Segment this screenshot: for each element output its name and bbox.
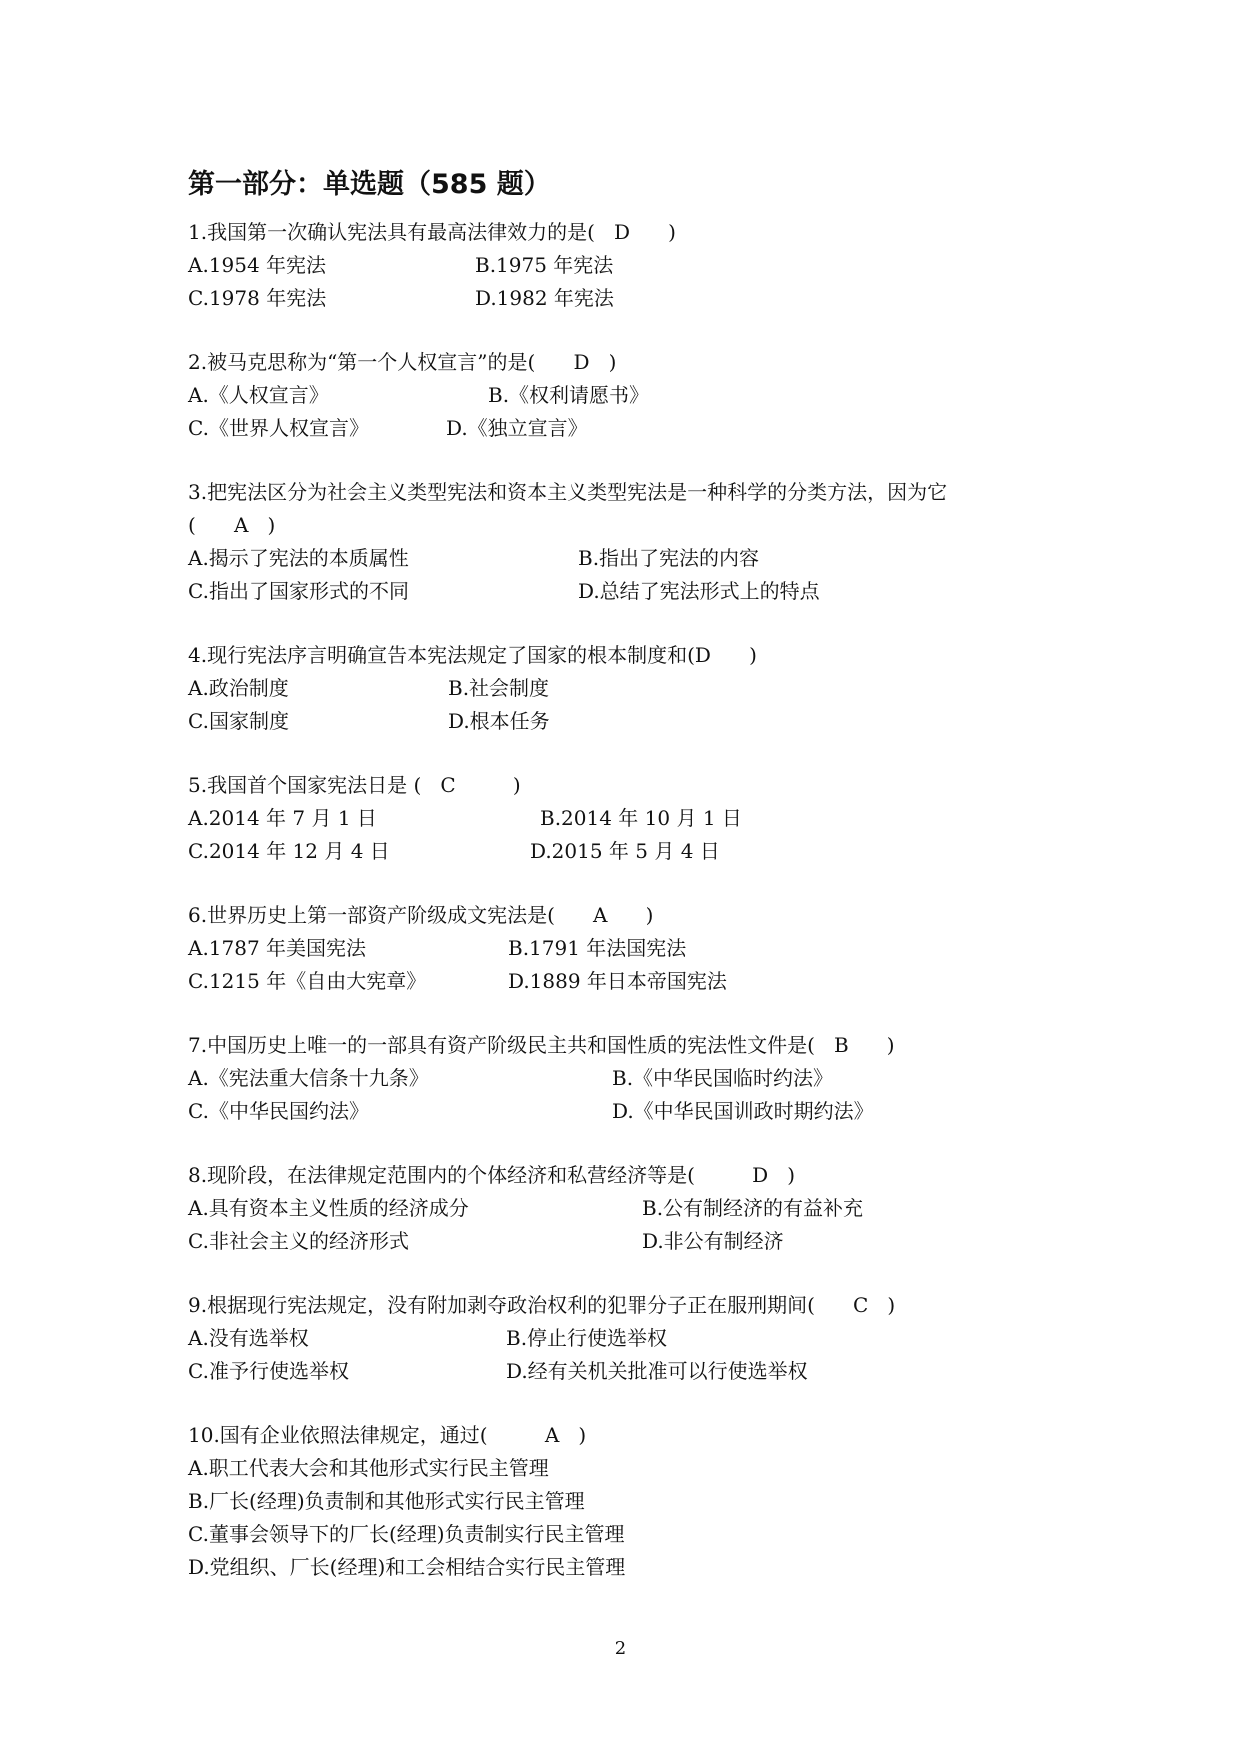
option-c: C.1215 年《自由大宪章》 xyxy=(188,969,427,993)
question-9 xyxy=(188,1289,1068,1388)
option-d: D.1982 年宪法 xyxy=(475,286,614,310)
option-c: C.《世界人权宣言》 xyxy=(188,416,369,440)
option-a: A.揭示了宪法的本质属性 xyxy=(188,546,409,570)
option-a: A.职工代表大会和其他形式实行民主管理 xyxy=(188,1456,549,1480)
option-d: D.2015 年 5 月 4 日 xyxy=(530,839,720,863)
option-a: A.2014 年 7 月 1 日 xyxy=(188,806,377,830)
question-stem: 10.国有企业依照法律规定，通过( A ) xyxy=(188,1423,587,1447)
option-a: A.1954 年宪法 xyxy=(188,253,327,277)
question-7 xyxy=(188,1029,1068,1128)
question-stem: 2.被马克思称为“第一个人权宣言”的是( D ) xyxy=(188,350,617,374)
option-b: B.公有制经济的有益补充 xyxy=(642,1196,864,1220)
section-title: 第一部分：单选题（585 题） xyxy=(188,169,551,200)
question-5 xyxy=(188,769,1068,868)
option-d: D.党组织、厂长(经理)和工会相结合实行民主管理 xyxy=(188,1555,626,1579)
option-c: C.2014 年 12 月 4 日 xyxy=(188,839,390,863)
option-c: C.准予行使选举权 xyxy=(188,1359,349,1383)
option-b: B.2014 年 10 月 1 日 xyxy=(540,806,742,830)
option-b: B.停止行使选举权 xyxy=(506,1326,668,1350)
question-stem: 9.根据现行宪法规定，没有附加剥夺政治权利的犯罪分子正在服刑期间( C ) xyxy=(188,1293,896,1317)
question-stem: 6.世界历史上第一部资产阶级成文宪法是( A ) xyxy=(188,903,654,927)
option-b: B.1791 年法国宪法 xyxy=(508,936,687,960)
option-c: C.国家制度 xyxy=(188,709,289,733)
question-stem: 1.我国第一次确认宪法具有最高法律效力的是( D ) xyxy=(188,220,676,244)
option-d: D.非公有制经济 xyxy=(642,1229,784,1253)
question-10 xyxy=(188,1419,1068,1584)
option-a: A.没有选举权 xyxy=(188,1326,309,1350)
option-b: B.指出了宪法的内容 xyxy=(578,546,760,570)
option-c: C.指出了国家形式的不同 xyxy=(188,579,409,603)
option-d: D.总结了宪法形式上的特点 xyxy=(578,579,820,603)
option-b: B.社会制度 xyxy=(448,676,550,700)
question-stem: 7.中国历史上唯一的一部具有资产阶级民主共和国性质的宪法性文件是( B ) xyxy=(188,1033,895,1057)
option-c: C.《中华民国约法》 xyxy=(188,1099,369,1123)
option-a: A.具有资本主义性质的经济成分 xyxy=(188,1196,469,1220)
option-c: C.董事会领导下的厂长(经理)负责制实行民主管理 xyxy=(188,1522,625,1546)
option-b: B.1975 年宪法 xyxy=(475,253,614,277)
page-number: 2 xyxy=(614,1638,627,1659)
option-b: B.《权利请愿书》 xyxy=(488,383,650,407)
option-d: D.《中华民国训政时期约法》 xyxy=(612,1099,874,1123)
question-stem-continued: ( A ) xyxy=(188,513,276,537)
option-b: B.厂长(经理)负责制和其他形式实行民主管理 xyxy=(188,1489,585,1513)
question-8 xyxy=(188,1159,1068,1258)
option-a: A.政治制度 xyxy=(188,676,289,700)
option-a: A.《宪法重大信条十九条》 xyxy=(188,1066,429,1090)
question-1 xyxy=(188,216,1068,315)
question-2 xyxy=(188,346,1068,445)
question-stem: 5.我国首个国家宪法日是 ( C ) xyxy=(188,773,521,797)
option-b: B.《中华民国临时约法》 xyxy=(612,1066,834,1090)
question-3 xyxy=(188,476,1068,608)
option-a: A.《人权宣言》 xyxy=(188,383,329,407)
question-stem: 3.把宪法区分为社会主义类型宪法和资本主义类型宪法是一种科学的分类方法，因为它 xyxy=(188,480,948,504)
option-a: A.1787 年美国宪法 xyxy=(188,936,367,960)
question-4 xyxy=(188,639,1068,738)
question-6 xyxy=(188,899,1068,998)
question-stem: 8.现阶段，在法律规定范围内的个体经济和私营经济等是( D ) xyxy=(188,1163,796,1187)
option-d: D.1889 年日本帝国宪法 xyxy=(508,969,727,993)
option-d: D.《独立宣言》 xyxy=(446,416,588,440)
option-d: D.经有关机关批准可以行使选举权 xyxy=(506,1359,808,1383)
option-c: C.非社会主义的经济形式 xyxy=(188,1229,409,1253)
question-stem: 4.现行宪法序言明确宣告本宪法规定了国家的根本制度和(D ) xyxy=(188,643,757,667)
option-d: D.根本任务 xyxy=(448,709,550,733)
option-c: C.1978 年宪法 xyxy=(188,286,327,310)
